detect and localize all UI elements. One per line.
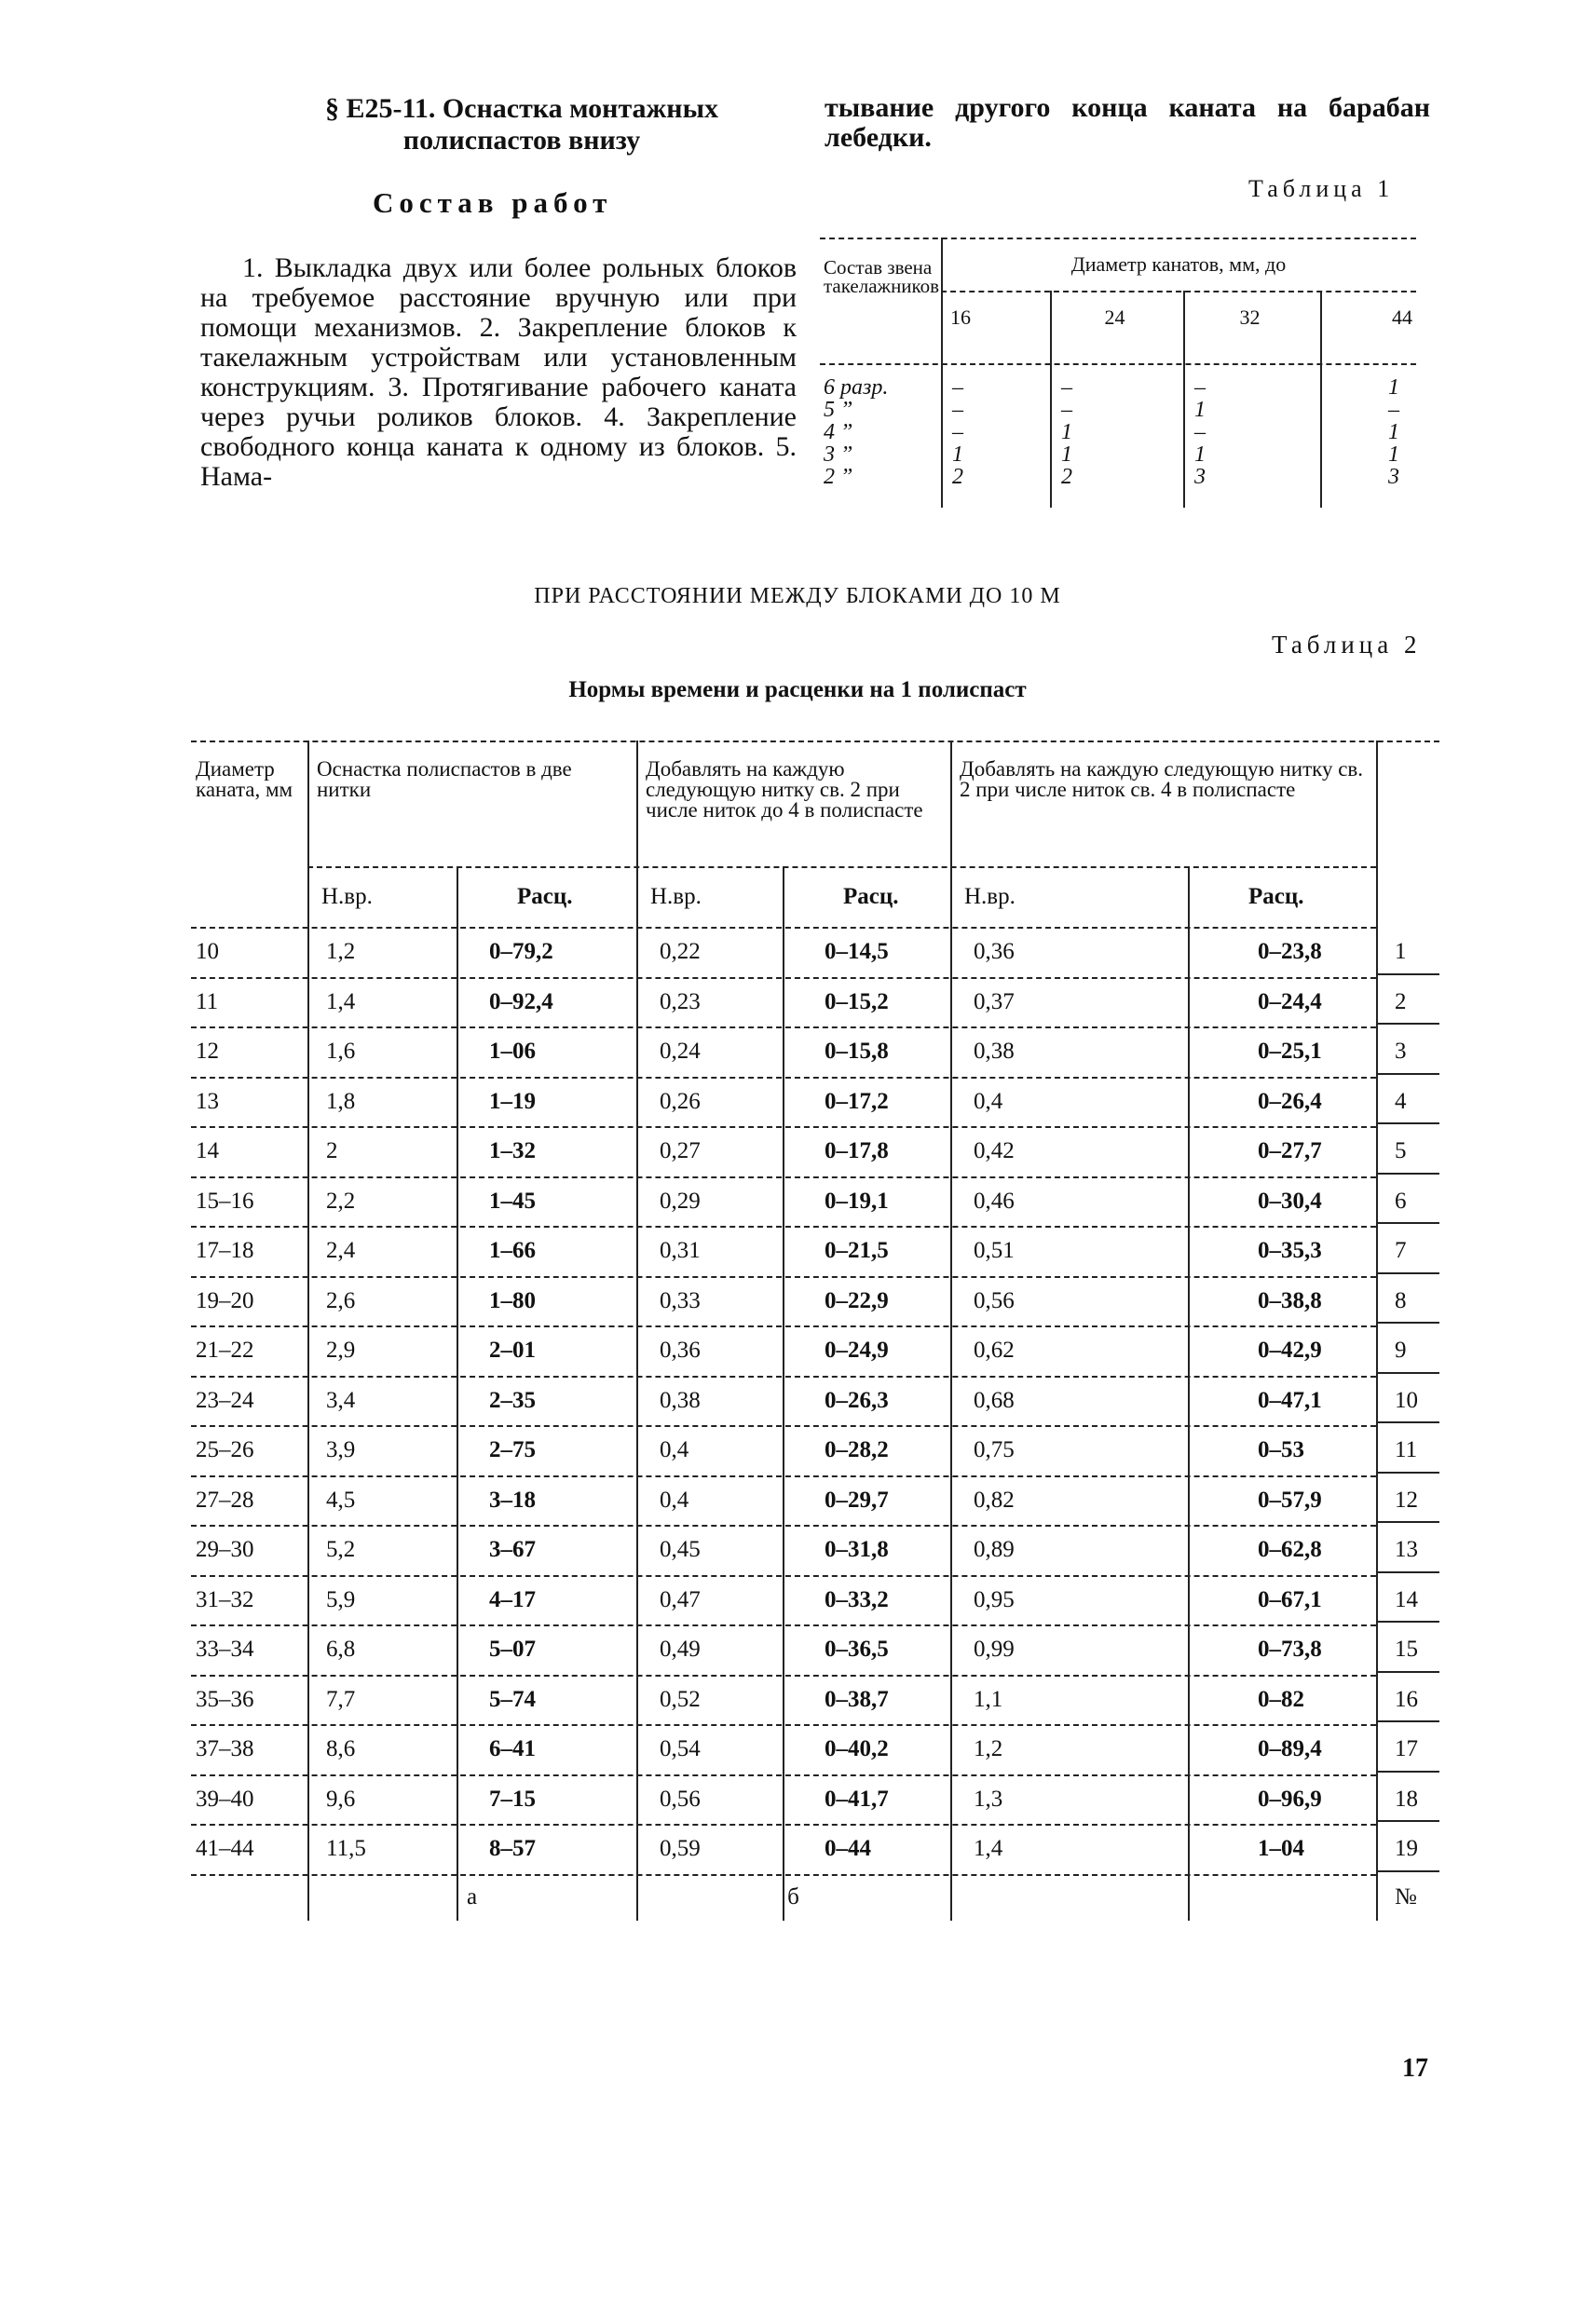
table2-no-rule — [1376, 1720, 1439, 1722]
table2-row-number: 9 — [1395, 1338, 1407, 1363]
table2-col-line — [950, 741, 952, 1921]
table2-row-number: 16 — [1395, 1686, 1418, 1712]
table2-norm-b: 0,23 — [660, 988, 701, 1014]
table2-no-col-line — [1376, 741, 1378, 1921]
table2-row-number: 1 — [1395, 939, 1407, 964]
table2-norm-a: 9,6 — [326, 1786, 356, 1812]
table2-rate-a: 1–19 — [489, 1088, 536, 1114]
table2-norm-a: 5,2 — [326, 1537, 356, 1562]
table1-cell: – — [952, 420, 963, 444]
table2-norm-c: 0,82 — [974, 1487, 1015, 1513]
table2-rate-c: 0–62,8 — [1258, 1537, 1322, 1562]
table2-col-line — [1188, 866, 1190, 1921]
table2-rate-a: 1–66 — [489, 1238, 536, 1263]
table2-no-rule — [1376, 1671, 1439, 1673]
table2-rate-a: 3–67 — [489, 1537, 536, 1562]
table2-rate-c: 0–82 — [1258, 1686, 1304, 1712]
table1-cell: – — [952, 375, 963, 400]
table1-col-line — [941, 238, 943, 508]
table1-top-rule — [820, 238, 1416, 239]
table2-rate-a: 1–32 — [489, 1138, 536, 1163]
table2-col-line — [783, 866, 784, 1921]
table2-rate-c: 0–25,1 — [1258, 1039, 1322, 1064]
table2-rate-a: 8–57 — [489, 1836, 536, 1861]
table1-cell: 1 — [1388, 442, 1399, 467]
table2-diameter: 21–22 — [196, 1338, 254, 1363]
table2-rate-b: 0–31,8 — [825, 1537, 889, 1562]
table2-norm-b: 0,56 — [660, 1786, 701, 1812]
table1-rank: 3 ” — [824, 442, 853, 467]
table2-rate-c: 0–27,7 — [1258, 1138, 1322, 1163]
table2-footer-b: б — [787, 1883, 799, 1909]
table2-norm-b: 0,4 — [660, 1437, 689, 1462]
table2-rate-a: 3–18 — [489, 1487, 536, 1513]
table2-rate-b: 0–41,7 — [825, 1786, 889, 1812]
table2-rate-a: 1–06 — [489, 1039, 536, 1064]
table2-row-number: 12 — [1395, 1487, 1418, 1513]
table1-diameter-header: 32 — [1239, 306, 1261, 329]
composition-heading: Состав работ — [373, 186, 613, 219]
table2-no-rule — [1376, 1322, 1439, 1324]
table2-diameter: 25–26 — [196, 1437, 254, 1462]
table2-norm-subheader: Н.вр. — [964, 884, 1016, 909]
table2-diameter: 37–38 — [196, 1736, 254, 1761]
table2-rate-b: 0–19,1 — [825, 1188, 889, 1214]
table2-rate-c: 0–89,4 — [1258, 1736, 1322, 1761]
table2-group-a-header: Оснастка полиспастов в две нитки — [317, 757, 572, 801]
table2-no-rule — [1376, 1870, 1439, 1872]
table2-norm-b: 0,33 — [660, 1287, 701, 1313]
table2-norm-b: 0,29 — [660, 1188, 701, 1214]
table2-norm-a: 1,8 — [326, 1088, 356, 1114]
table2-diameter: 13 — [196, 1088, 219, 1114]
table2-norm-c: 0,89 — [974, 1537, 1015, 1562]
table2-norm-a: 4,5 — [326, 1487, 356, 1513]
table2-norm-b: 0,27 — [660, 1138, 701, 1163]
table2-row-number: 17 — [1395, 1736, 1418, 1761]
table2-rate-a: 2–35 — [489, 1387, 536, 1413]
table1-cell: – — [1388, 398, 1399, 422]
table2-no-rule — [1376, 1621, 1439, 1623]
table2-heading: ПРИ РАССТОЯНИИ МЕЖДУ БЛОКАМИ ДО 10 М — [534, 584, 1061, 608]
table1-cell: 3 — [1194, 465, 1206, 489]
table2-diameter: 27–28 — [196, 1487, 254, 1513]
table2-norm-a: 11,5 — [326, 1836, 366, 1861]
table2-rate-b: 0–44 — [825, 1836, 871, 1861]
table2-norm-c: 0,56 — [974, 1287, 1015, 1313]
table2-rate-c: 0–73,8 — [1258, 1637, 1322, 1662]
table2-norm-b: 0,38 — [660, 1387, 701, 1413]
table2-norm-c: 0,99 — [974, 1637, 1015, 1662]
table2-no-rule — [1376, 1073, 1439, 1075]
table2-rate-subheader: Расц. — [517, 884, 573, 909]
table2-rate-b: 0–22,9 — [825, 1287, 889, 1313]
table2-no-rule — [1376, 1122, 1439, 1124]
table2-rate-b: 0–17,2 — [825, 1088, 889, 1114]
table2-norm-a: 2 — [326, 1138, 338, 1163]
table1-rank: 6 разр. — [824, 375, 889, 400]
table2-rate-b: 0–15,8 — [825, 1039, 889, 1064]
section-title-line2: полиспастов внизу — [402, 125, 641, 156]
table2-norm-b: 0,26 — [660, 1088, 701, 1114]
table2-norm-a: 2,9 — [326, 1338, 356, 1363]
table2-rate-c: 0–26,4 — [1258, 1088, 1322, 1114]
table1-diameter-header: 44 — [1392, 306, 1412, 329]
table2 — [191, 741, 1439, 1914]
table2-rate-c: 0–47,1 — [1258, 1387, 1322, 1413]
table2-diameter: 17–18 — [196, 1238, 254, 1263]
table2-row-number: 8 — [1395, 1287, 1407, 1313]
table1-rank: 2 ” — [824, 465, 853, 489]
table2-label: Таблица 2 — [1272, 631, 1422, 659]
table2-norm-a: 5,9 — [326, 1586, 356, 1612]
table2-norm-c: 0,38 — [974, 1039, 1015, 1064]
table2-diameter: 33–34 — [196, 1637, 254, 1662]
table2-row-number: 18 — [1395, 1786, 1418, 1812]
table2-norm-b: 0,49 — [660, 1637, 701, 1662]
table2-no-rule — [1376, 1023, 1439, 1025]
table2-col-line — [457, 866, 458, 1921]
table1-cell: 1 — [1194, 442, 1206, 467]
table2-norm-c: 0,68 — [974, 1387, 1015, 1413]
table2-rate-b: 0–14,5 — [825, 939, 889, 964]
table2-rate-b: 0–26,3 — [825, 1387, 889, 1413]
table1-diameter-header: 16 — [950, 306, 971, 329]
table2-norm-c: 0,37 — [974, 988, 1015, 1014]
table2-rate-a: 5–07 — [489, 1637, 536, 1662]
table2-norm-c: 1,2 — [974, 1736, 1003, 1761]
table2-no-rule — [1376, 1372, 1439, 1374]
table2-norm-c: 0,46 — [974, 1188, 1015, 1214]
table2-rate-c: 0–57,9 — [1258, 1487, 1322, 1513]
table2-no-rule — [1376, 1421, 1439, 1423]
table1-cell: – — [1194, 375, 1206, 400]
table2-row-number: 19 — [1395, 1836, 1418, 1861]
table2-rate-b: 0–38,7 — [825, 1686, 889, 1712]
table2-diameter: 41–44 — [196, 1836, 254, 1861]
table2-diameter: 10 — [196, 939, 219, 964]
table2-rate-c: 0–53 — [1258, 1437, 1304, 1462]
table2-diameter: 31–32 — [196, 1586, 254, 1612]
table2-col-line — [307, 741, 309, 1921]
table2-row-number: 15 — [1395, 1637, 1418, 1662]
table2-rate-a: 5–74 — [489, 1686, 536, 1712]
table2-rate-c: 0–35,3 — [1258, 1238, 1322, 1263]
table2-diameter: 19–20 — [196, 1287, 254, 1313]
table2-diameter: 23–24 — [196, 1387, 254, 1413]
table2-no-rule — [1376, 1521, 1439, 1523]
table2-row-number: 4 — [1395, 1088, 1407, 1114]
table2-top-rule — [191, 741, 1439, 742]
table2-norm-c: 0,4 — [974, 1088, 1003, 1114]
table2-norm-c: 1,1 — [974, 1686, 1003, 1712]
table2-rate-a: 1–45 — [489, 1188, 536, 1214]
section-title — [270, 93, 773, 156]
table2-rate-a: 6–41 — [489, 1736, 536, 1761]
table1-cell: 1 — [952, 442, 963, 467]
table2-rate-b: 0–33,2 — [825, 1586, 889, 1612]
table1-label: Таблица 1 — [1248, 175, 1395, 202]
table2-norm-a: 6,8 — [326, 1637, 356, 1662]
section-title-line1: § Е25-11. Оснастка монтажных — [324, 93, 719, 124]
table2-diameter-header: Диаметр каната, мм — [196, 757, 293, 801]
table2-rate-b: 0–24,9 — [825, 1338, 889, 1363]
table1-group-rule — [941, 291, 1416, 292]
table2-col-line — [636, 741, 638, 1921]
table2-diameter: 35–36 — [196, 1686, 254, 1712]
table2-norm-a: 1,2 — [326, 939, 356, 964]
table2-norm-subheader: Н.вр. — [321, 884, 373, 909]
table1-cell: 1 — [1388, 420, 1399, 444]
table2-no-rule — [1376, 1571, 1439, 1573]
table2-norm-a: 3,4 — [326, 1387, 356, 1413]
table2-row-number: 10 — [1395, 1387, 1418, 1413]
table2-norm-b: 0,45 — [660, 1537, 701, 1562]
table2-norm-c: 0,36 — [974, 939, 1015, 964]
table2-diameter: 14 — [196, 1138, 219, 1163]
table2-rate-c: 0–38,8 — [1258, 1287, 1322, 1313]
table2-rate-b: 0–40,2 — [825, 1736, 889, 1761]
table2-norm-c: 0,51 — [974, 1238, 1015, 1263]
table2-rate-c: 0–24,4 — [1258, 988, 1322, 1014]
table2-rate-a: 0–92,4 — [489, 988, 553, 1014]
table2-norm-b: 0,4 — [660, 1487, 689, 1513]
table1-header-rule — [820, 363, 1416, 365]
table1-cell: – — [1061, 375, 1072, 400]
table2-norm-a: 2,6 — [326, 1287, 356, 1313]
table2-diameter: 12 — [196, 1039, 219, 1064]
table1-cell: 2 — [952, 465, 963, 489]
table1-cell: – — [952, 398, 963, 422]
table2-norm-b: 0,31 — [660, 1238, 701, 1263]
table2-rate-c: 0–30,4 — [1258, 1188, 1322, 1214]
table2-rate-a: 7–15 — [489, 1786, 536, 1812]
table1-cell: 1 — [1388, 375, 1399, 400]
table2-rate-b: 0–29,7 — [825, 1487, 889, 1513]
table2-diameter: 29–30 — [196, 1537, 254, 1562]
table2-norm-b: 0,54 — [660, 1736, 701, 1761]
table2-rate-b: 0–17,8 — [825, 1138, 889, 1163]
table2-norm-b: 0,59 — [660, 1836, 701, 1861]
table2-row-number: 5 — [1395, 1138, 1407, 1163]
table2-norm-b: 0,36 — [660, 1338, 701, 1363]
table2-diameter: 15–16 — [196, 1188, 254, 1214]
table2-rate-subheader: Расц. — [843, 884, 899, 909]
table2-norm-b: 0,47 — [660, 1586, 701, 1612]
table1-diameter-header: 24 — [1104, 306, 1125, 329]
table2-diameter: 39–40 — [196, 1786, 254, 1812]
table2-rate-c: 0–42,9 — [1258, 1338, 1322, 1363]
table2-row-number: 6 — [1395, 1188, 1407, 1214]
table2-rate-b: 0–28,2 — [825, 1437, 889, 1462]
table2-no-rule — [1376, 1173, 1439, 1175]
table2-norm-subheader: Н.вр. — [650, 884, 702, 909]
table2-norm-a: 8,6 — [326, 1736, 356, 1761]
table1-cell: 2 — [1061, 465, 1072, 489]
table2-diameter: 11 — [196, 988, 219, 1014]
table2-norm-c: 0,42 — [974, 1138, 1015, 1163]
table2-norm-c: 0,75 — [974, 1437, 1015, 1462]
table1-col0-header: Состав звена такелажников — [824, 256, 940, 297]
table2-row-number: 3 — [1395, 1039, 1407, 1064]
table1-group-header: Диаметр канатов, мм, до — [1070, 252, 1287, 276]
table1 — [820, 238, 1416, 508]
table2-rate-c: 1–04 — [1258, 1836, 1304, 1861]
table2-row-number: 2 — [1395, 988, 1407, 1014]
table2-norm-a: 1,6 — [326, 1039, 356, 1064]
table2-norm-a: 3,9 — [326, 1437, 356, 1462]
table2-row-number: 14 — [1395, 1586, 1418, 1612]
table2-no-rule — [1376, 1472, 1439, 1474]
table2-norm-a: 7,7 — [326, 1686, 356, 1712]
table2-footer-number: № — [1395, 1883, 1417, 1909]
table2-norm-c: 0,62 — [974, 1338, 1015, 1363]
table2-rate-a: 4–17 — [489, 1586, 536, 1612]
table1-cell: 1 — [1061, 420, 1072, 444]
composition-body: 1. Выкладка двух или более рольных блоков на требуемое расстояние вручную или при помощи механизмов. 2. Закрепление блоков к такелажным устройствам или установленным конструкциям. 3. Протягивание рабочего каната через ручьи роликов блоков. 4. Закрепление свободного конца каната к одному из блоков. 5. Нама- — [200, 252, 797, 492]
table2-norm-c: 1,4 — [974, 1836, 1003, 1861]
table2-rate-b: 0–21,5 — [825, 1238, 889, 1263]
table2-norm-a: 1,4 — [326, 988, 356, 1014]
table2-norm-b: 0,24 — [660, 1039, 701, 1064]
table2-no-rule — [1376, 1272, 1439, 1274]
table2-no-rule — [1376, 1222, 1439, 1224]
table2-row-number: 11 — [1395, 1437, 1418, 1462]
table2-norm-a: 2,4 — [326, 1238, 356, 1263]
composition-body-continued: тывание другого конца каната на барабан лебедки. — [825, 92, 1430, 153]
table1-cell: – — [1061, 398, 1072, 422]
table2-norm-c: 0,95 — [974, 1586, 1015, 1612]
table1-cell: 3 — [1388, 465, 1399, 489]
table2-rate-a: 1–80 — [489, 1287, 536, 1313]
table1-cell: 1 — [1194, 398, 1206, 422]
table2-norm-b: 0,22 — [660, 939, 701, 964]
table2-footer-a: а — [466, 1883, 478, 1909]
table1-cell: 1 — [1061, 442, 1072, 467]
table2-row-number: 7 — [1395, 1238, 1407, 1263]
table2-rate-a: 2–01 — [489, 1338, 536, 1363]
table2-group-b-header: Добавлять на каждую следующую нитку св. 2 при числе ниток до 4 в полиспасте — [646, 757, 923, 822]
table2-rate-c: 0–23,8 — [1258, 939, 1322, 964]
table2-rate-a: 0–79,2 — [489, 939, 553, 964]
table2-subheader-rule — [307, 866, 1376, 868]
table2-rate-c: 0–96,9 — [1258, 1786, 1322, 1812]
table2-no-rule — [1376, 1820, 1439, 1822]
table2-no-rule — [1376, 1771, 1439, 1773]
table2-group-c-header: Добавлять на каждую следующую нитку св. 2 при числе ниток св. 4 в полиспасте — [960, 757, 1364, 801]
table1-rank: 4 ” — [824, 420, 853, 444]
page-number: 17 — [1402, 2054, 1428, 2083]
table2-rate-b: 0–36,5 — [825, 1637, 889, 1662]
table2-row-number: 13 — [1395, 1537, 1418, 1562]
table1-rank: 5 ” — [824, 398, 853, 422]
table2-rate-a: 2–75 — [489, 1437, 536, 1462]
table2-rate-b: 0–15,2 — [825, 988, 889, 1014]
table2-rate-c: 0–67,1 — [1258, 1586, 1322, 1612]
table2-no-rule — [1376, 973, 1439, 975]
table1-cell: – — [1194, 420, 1206, 444]
table2-norm-b: 0,52 — [660, 1686, 701, 1712]
table2-rate-subheader: Расц. — [1248, 884, 1304, 909]
table2-caption: Нормы времени и расценки на 1 полиспаст — [568, 677, 1027, 702]
table2-norm-c: 1,3 — [974, 1786, 1003, 1812]
table2-norm-a: 2,2 — [326, 1188, 356, 1214]
